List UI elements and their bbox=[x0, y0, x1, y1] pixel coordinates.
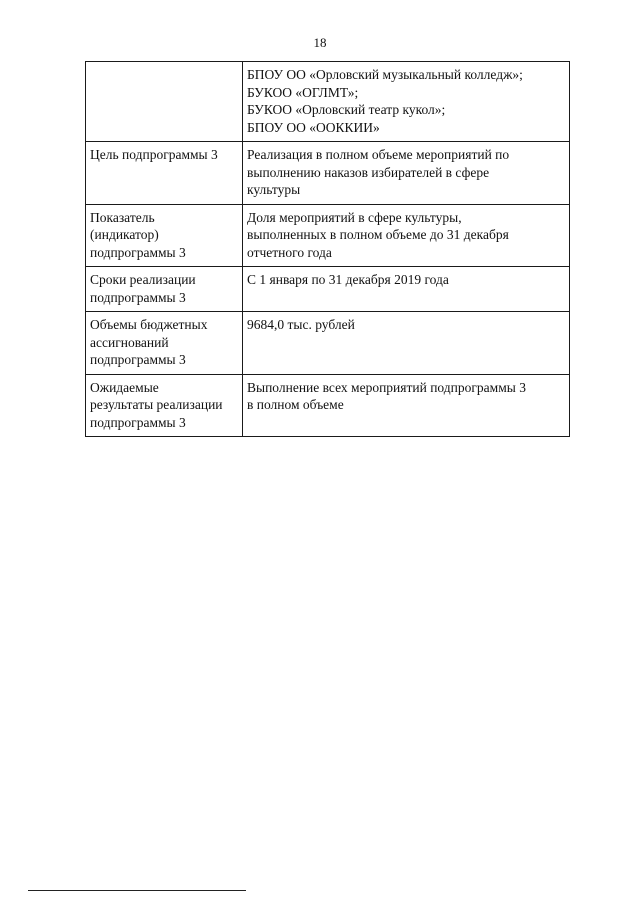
label-line: Сроки реализации bbox=[90, 272, 196, 287]
label-line: Цель подпрограммы 3 bbox=[90, 147, 218, 162]
table-row-timeline bbox=[86, 267, 570, 312]
row-value-timeline bbox=[243, 267, 570, 312]
row-value-executors bbox=[243, 62, 570, 142]
value-line: С 1 января по 31 декабря 2019 года bbox=[247, 272, 449, 287]
value-line: выполнению наказов избирателей в сфере bbox=[247, 164, 490, 180]
value-line: выполненных в полном объеме до 31 декабря bbox=[247, 227, 509, 242]
row-label-expected-results bbox=[86, 374, 243, 437]
value-line: отчетного года bbox=[247, 244, 332, 260]
label-line: Ожидаемые bbox=[90, 379, 159, 395]
table-row-executors bbox=[86, 62, 570, 142]
table-row-expected-results bbox=[86, 374, 570, 437]
row-label-budget bbox=[86, 312, 243, 375]
row-value-goal bbox=[243, 142, 570, 205]
table-row-indicator bbox=[86, 204, 570, 267]
executor-line: БУКОО «ОГЛМТ»; bbox=[247, 84, 359, 100]
label-line: результаты реализации bbox=[90, 397, 223, 412]
executor-line: БУКОО «Орловский театр кукол»; bbox=[247, 102, 446, 117]
label-line: Объемы бюджетных bbox=[90, 317, 208, 332]
row-label bbox=[86, 62, 243, 142]
row-value-indicator bbox=[243, 204, 570, 267]
row-value-budget bbox=[243, 312, 570, 375]
subprogram-passport-table bbox=[85, 61, 570, 437]
label-line: Показатель bbox=[90, 209, 155, 225]
row-value-expected-results bbox=[243, 374, 570, 437]
label-line: ассигнований bbox=[90, 334, 169, 350]
label-line: подпрограммы 3 bbox=[90, 289, 186, 305]
row-label-indicator bbox=[86, 204, 243, 267]
value-line: 9684,0 тыс. рублей bbox=[247, 317, 355, 332]
table-row-budget bbox=[86, 312, 570, 375]
page-number: 18 bbox=[313, 35, 327, 50]
footnote-separator-line bbox=[28, 890, 246, 891]
executor-line: БПОУ ОО «Орловский музыкальный колледж»; bbox=[247, 67, 523, 82]
value-line: культуры bbox=[247, 182, 301, 197]
label-line: подпрограммы 3 bbox=[90, 352, 186, 367]
label-line: подпрограммы 3 bbox=[90, 244, 186, 260]
row-label-goal bbox=[86, 142, 243, 205]
executor-line: БПОУ ОО «ООККИИ» bbox=[247, 119, 380, 135]
value-line: Выполнение всех мероприятий подпрограммы 3 bbox=[247, 379, 526, 395]
label-line: (индикатор) bbox=[90, 227, 159, 242]
value-line: Доля мероприятий в сфере культуры, bbox=[247, 209, 462, 225]
value-line: в полном объеме bbox=[247, 397, 344, 412]
row-label-timeline bbox=[86, 267, 243, 312]
value-line: Реализация в полном объеме мероприятий по bbox=[247, 147, 510, 162]
label-line: подпрограммы 3 bbox=[90, 414, 186, 430]
table-row-goal bbox=[86, 142, 570, 205]
